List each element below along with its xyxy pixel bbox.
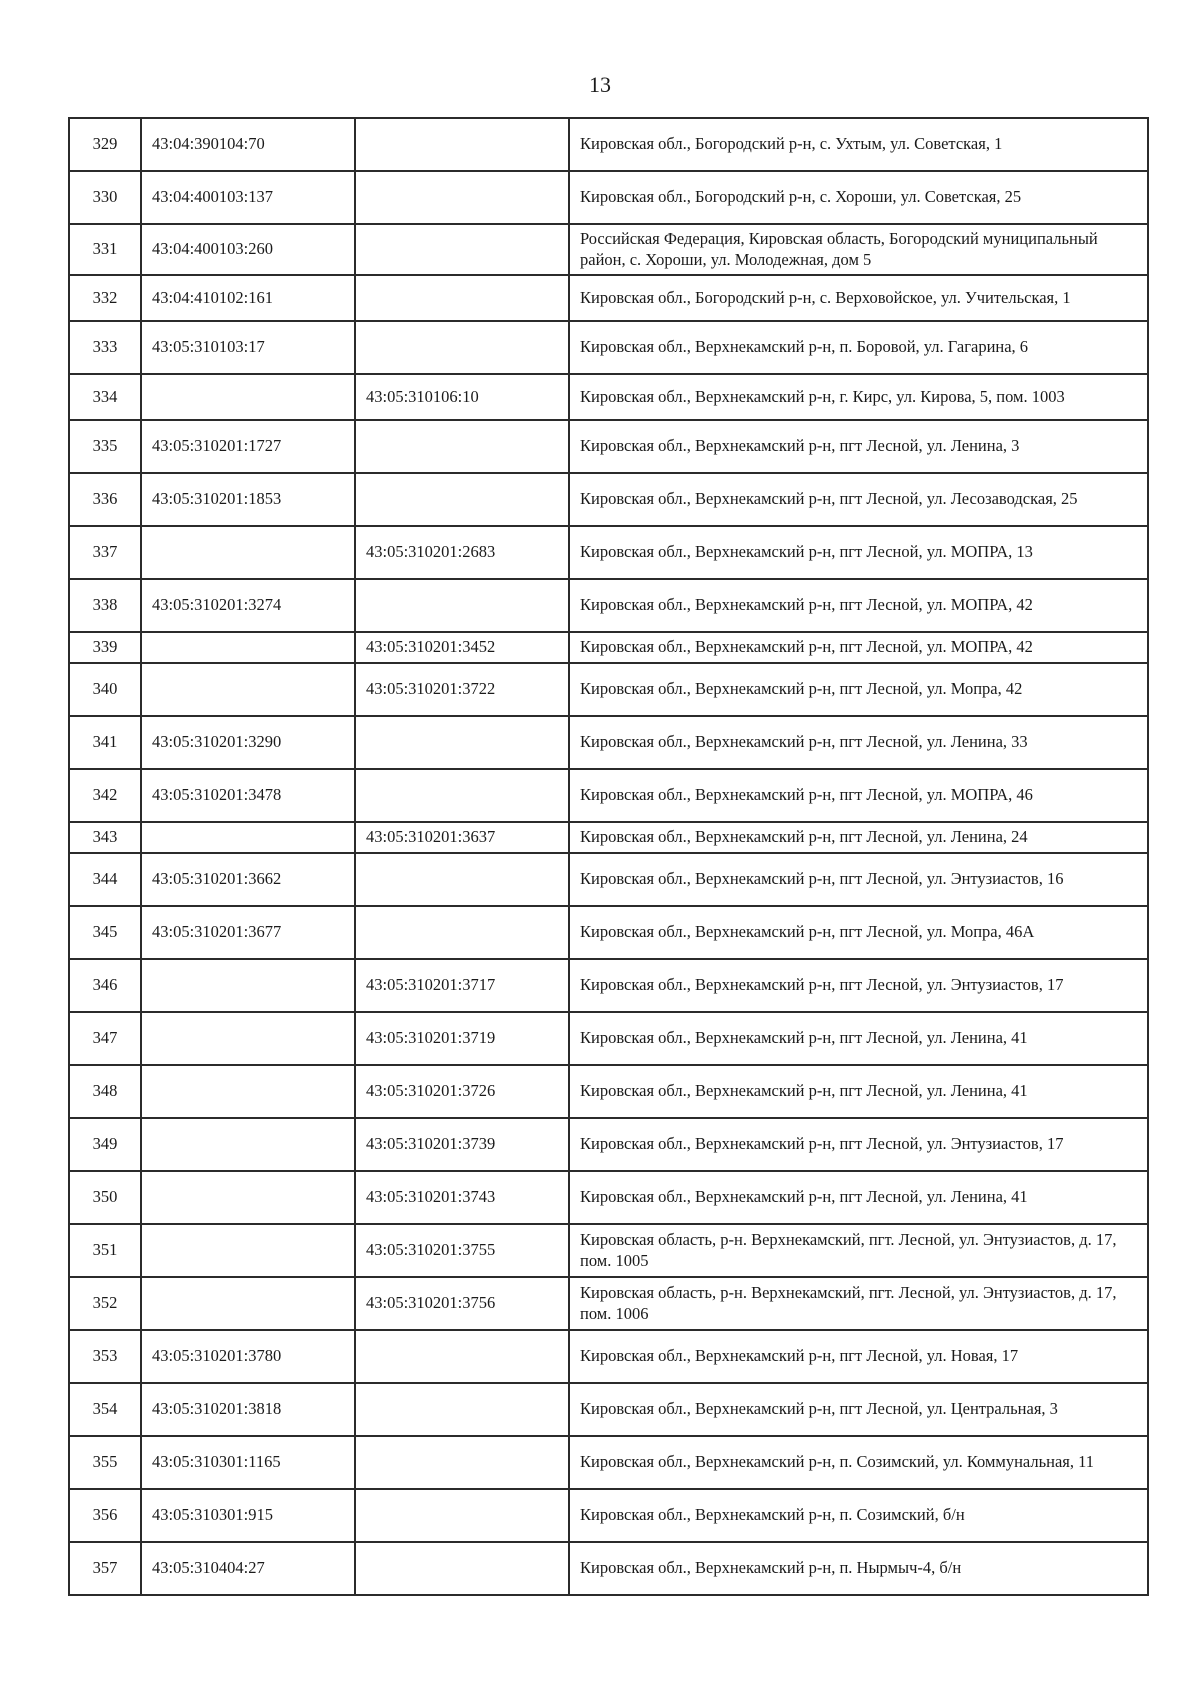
address: Кировская обл., Богородский р-н, с. Хороши, ул. Советская, 25: [569, 171, 1148, 224]
cadastral-number-secondary: [355, 1383, 569, 1436]
cadastral-number: 43:05:310103:17: [141, 321, 355, 374]
cadastral-number: 43:04:390104:70: [141, 118, 355, 171]
row-number: 332: [69, 275, 141, 321]
table-row: [69, 1012, 1148, 1065]
cadastral-number: 43:05:310201:3780: [141, 1330, 355, 1383]
cadastral-number: [141, 1224, 355, 1277]
cadastral-number-secondary: [355, 118, 569, 171]
row-number: 331: [69, 224, 141, 275]
row-number: 336: [69, 473, 141, 526]
cadastral-number: 43:05:310201:3478: [141, 769, 355, 822]
table-row: [69, 632, 1148, 663]
row-number: 334: [69, 374, 141, 420]
address: Кировская обл., Верхнекамский р-н, пгт Лесной, ул. Мопра, 46А: [569, 906, 1148, 959]
address: Кировская обл., Верхнекамский р-н, п. Боровой, ул. Гагарина, 6: [569, 321, 1148, 374]
cadastral-number-secondary: [355, 1489, 569, 1542]
cadastral-number-secondary: 43:05:310201:3717: [355, 959, 569, 1012]
cadastral-number-secondary: 43:05:310201:3756: [355, 1277, 569, 1330]
cadastral-number-secondary: [355, 906, 569, 959]
address: Кировская обл., Богородский р-н, с. Ухтым, ул. Советская, 1: [569, 118, 1148, 171]
table-row: [69, 1277, 1148, 1330]
cadastral-number: [141, 663, 355, 716]
cadastral-number: 43:05:310201:3677: [141, 906, 355, 959]
table-row: [69, 1330, 1148, 1383]
cadastral-number-secondary: [355, 420, 569, 473]
row-number: 354: [69, 1383, 141, 1436]
cadastral-number: [141, 822, 355, 853]
cadastral-number-secondary: [355, 769, 569, 822]
table-row: [69, 1436, 1148, 1489]
row-number: 335: [69, 420, 141, 473]
row-number: 333: [69, 321, 141, 374]
address: Кировская обл., Верхнекамский р-н, г. Кирс, ул. Кирова, 5, пом. 1003: [569, 374, 1148, 420]
row-number: 339: [69, 632, 141, 663]
cadastral-number: 43:05:310301:1165: [141, 1436, 355, 1489]
table-row: [69, 716, 1148, 769]
row-number: 341: [69, 716, 141, 769]
cadastral-number: [141, 374, 355, 420]
table-row: [69, 1489, 1148, 1542]
cadastral-number-secondary: [355, 853, 569, 906]
address: Кировская обл., Верхнекамский р-н, пгт Лесной, ул. Энтузиастов, 17: [569, 1118, 1148, 1171]
table-row: [69, 822, 1148, 853]
cadastral-number: 43:05:310201:3274: [141, 579, 355, 632]
row-number: 345: [69, 906, 141, 959]
cadastral-number: [141, 1277, 355, 1330]
cadastral-number: 43:05:310201:3662: [141, 853, 355, 906]
address: Кировская обл., Верхнекамский р-н, пгт Лесной, ул. Ленина, 41: [569, 1171, 1148, 1224]
table-row: [69, 473, 1148, 526]
cadastral-number-secondary: 43:05:310106:10: [355, 374, 569, 420]
table-row: [69, 906, 1148, 959]
row-number: 350: [69, 1171, 141, 1224]
row-number: 346: [69, 959, 141, 1012]
row-number: 337: [69, 526, 141, 579]
cadastral-number-secondary: [355, 1436, 569, 1489]
table-row: [69, 1118, 1148, 1171]
row-number: 351: [69, 1224, 141, 1277]
table-row: [69, 663, 1148, 716]
cadastral-number: 43:05:310201:1853: [141, 473, 355, 526]
row-number: 352: [69, 1277, 141, 1330]
cadastral-number: 43:05:310201:3290: [141, 716, 355, 769]
row-number: 353: [69, 1330, 141, 1383]
table-row: [69, 171, 1148, 224]
row-number: 347: [69, 1012, 141, 1065]
table-row: [69, 1224, 1148, 1277]
cadastral-number-secondary: 43:05:310201:3739: [355, 1118, 569, 1171]
cadastral-number-secondary: 43:05:310201:2683: [355, 526, 569, 579]
address: Кировская область, р-н. Верхнекамский, пгт. Лесной, ул. Энтузиастов, д. 17, пом. 1005: [569, 1224, 1148, 1277]
table-row: [69, 420, 1148, 473]
table-row: [69, 321, 1148, 374]
table-row: [69, 118, 1148, 171]
row-number: 356: [69, 1489, 141, 1542]
cadastral-number-secondary: [355, 1330, 569, 1383]
address: Кировская обл., Верхнекамский р-н, п. Нырмыч-4, б/н: [569, 1542, 1148, 1595]
table-row: [69, 526, 1148, 579]
address: Кировская обл., Верхнекамский р-н, пгт Лесной, ул. МОПРА, 42: [569, 579, 1148, 632]
address: Кировская обл., Верхнекамский р-н, пгт Лесной, ул. Центральная, 3: [569, 1383, 1148, 1436]
cadastral-number: [141, 1171, 355, 1224]
cadastral-number-secondary: [355, 716, 569, 769]
cadastral-number-secondary: 43:05:310201:3743: [355, 1171, 569, 1224]
registry-table: [68, 117, 1149, 1596]
cadastral-number-secondary: [355, 171, 569, 224]
address: Кировская обл., Верхнекамский р-н, пгт Лесной, ул. Энтузиастов, 16: [569, 853, 1148, 906]
table-row: [69, 1383, 1148, 1436]
address: Кировская обл., Богородский р-н, с. Верховойское, ул. Учительская, 1: [569, 275, 1148, 321]
row-number: 348: [69, 1065, 141, 1118]
table-row: [69, 374, 1148, 420]
address: Кировская обл., Верхнекамский р-н, пгт Лесной, ул. МОПРА, 42: [569, 632, 1148, 663]
cadastral-number: 43:05:310301:915: [141, 1489, 355, 1542]
row-number: 329: [69, 118, 141, 171]
cadastral-number-secondary: 43:05:310201:3719: [355, 1012, 569, 1065]
address: Кировская обл., Верхнекамский р-н, пгт Лесной, ул. Ленина, 33: [569, 716, 1148, 769]
cadastral-number: 43:05:310201:3818: [141, 1383, 355, 1436]
cadastral-number-secondary: 43:05:310201:3722: [355, 663, 569, 716]
address: Кировская обл., Верхнекамский р-н, п. Созимский, б/н: [569, 1489, 1148, 1542]
table-row: [69, 959, 1148, 1012]
cadastral-number: [141, 632, 355, 663]
address: Кировская обл., Верхнекамский р-н, пгт Лесной, ул. Ленина, 41: [569, 1012, 1148, 1065]
cadastral-number-secondary: 43:05:310201:3726: [355, 1065, 569, 1118]
row-number: 349: [69, 1118, 141, 1171]
table-row: [69, 1065, 1148, 1118]
cadastral-number-secondary: [355, 1542, 569, 1595]
address: Кировская обл., Верхнекамский р-н, пгт Лесной, ул. Новая, 17: [569, 1330, 1148, 1383]
cadastral-number: 43:04:400103:260: [141, 224, 355, 275]
row-number: 343: [69, 822, 141, 853]
row-number: 344: [69, 853, 141, 906]
address: Кировская обл., Верхнекамский р-н, пгт Лесной, ул. Ленина, 3: [569, 420, 1148, 473]
cadastral-number: [141, 959, 355, 1012]
cadastral-number-secondary: 43:05:310201:3452: [355, 632, 569, 663]
row-number: 342: [69, 769, 141, 822]
cadastral-number-secondary: [355, 275, 569, 321]
address: Кировская область, р-н. Верхнекамский, пгт. Лесной, ул. Энтузиастов, д. 17, пом. 1006: [569, 1277, 1148, 1330]
cadastral-number: 43:04:400103:137: [141, 171, 355, 224]
cadastral-number: [141, 1012, 355, 1065]
registry-table-body: [69, 118, 1148, 1595]
table-row: [69, 275, 1148, 321]
cadastral-number: [141, 1065, 355, 1118]
row-number: 330: [69, 171, 141, 224]
cadastral-number-secondary: 43:05:310201:3637: [355, 822, 569, 853]
address: Кировская обл., Верхнекамский р-н, пгт Лесной, ул. Мопра, 42: [569, 663, 1148, 716]
address: Кировская обл., Верхнекамский р-н, пгт Лесной, ул. Лесозаводская, 25: [569, 473, 1148, 526]
table-row: [69, 1171, 1148, 1224]
row-number: 338: [69, 579, 141, 632]
page-number: 13: [589, 72, 611, 97]
address: Кировская обл., Верхнекамский р-н, п. Созимский, ул. Коммунальная, 11: [569, 1436, 1148, 1489]
cadastral-number-secondary: 43:05:310201:3755: [355, 1224, 569, 1277]
table-row: [69, 579, 1148, 632]
cadastral-number-secondary: [355, 579, 569, 632]
table-row: [69, 224, 1148, 275]
row-number: 340: [69, 663, 141, 716]
cadastral-number: 43:05:310404:27: [141, 1542, 355, 1595]
cadastral-number: 43:05:310201:1727: [141, 420, 355, 473]
table-row: [69, 1542, 1148, 1595]
cadastral-number-secondary: [355, 473, 569, 526]
address: Российская Федерация, Кировская область, Богородский муниципальный район, с. Хороши, ул. Молодежная, дом 5: [569, 224, 1148, 275]
cadastral-number: [141, 1118, 355, 1171]
row-number: 355: [69, 1436, 141, 1489]
table-row: [69, 853, 1148, 906]
table-row: [69, 769, 1148, 822]
address: Кировская обл., Верхнекамский р-н, пгт Лесной, ул. Ленина, 41: [569, 1065, 1148, 1118]
row-number: 357: [69, 1542, 141, 1595]
cadastral-number: [141, 526, 355, 579]
cadastral-number: 43:04:410102:161: [141, 275, 355, 321]
address: Кировская обл., Верхнекамский р-н, пгт Лесной, ул. Энтузиастов, 17: [569, 959, 1148, 1012]
cadastral-number-secondary: [355, 224, 569, 275]
address: Кировская обл., Верхнекамский р-н, пгт Лесной, ул. МОПРА, 13: [569, 526, 1148, 579]
address: Кировская обл., Верхнекамский р-н, пгт Лесной, ул. Ленина, 24: [569, 822, 1148, 853]
cadastral-number-secondary: [355, 321, 569, 374]
address: Кировская обл., Верхнекамский р-н, пгт Лесной, ул. МОПРА, 46: [569, 769, 1148, 822]
